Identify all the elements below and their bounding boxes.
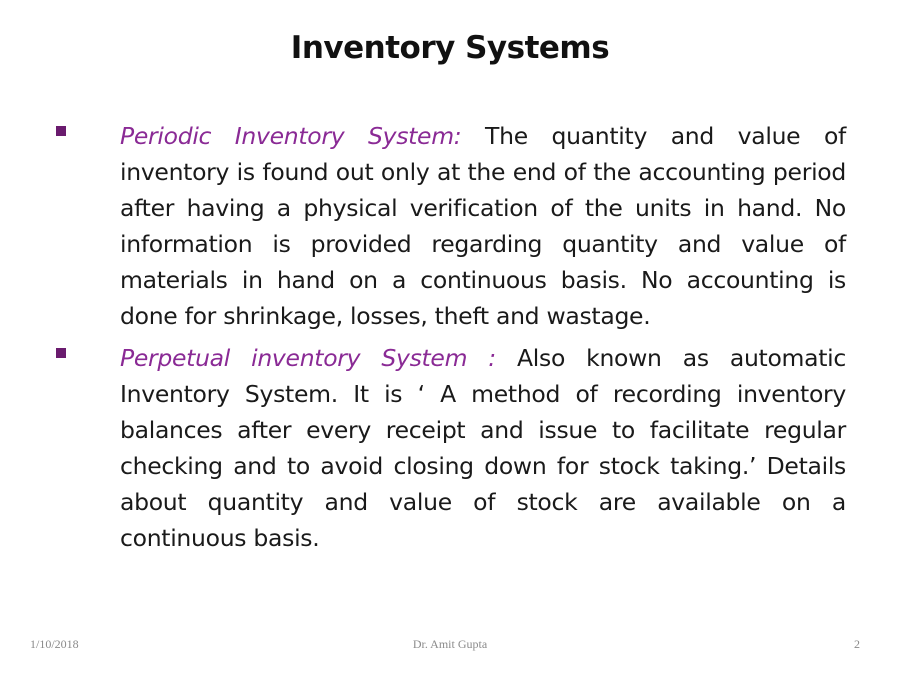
bullet-item-perpetual	[0, 340, 900, 556]
bullet-body: The quantity and value of inventory is found out only at the end of the accounting period after having a physical verification of the units in hand. No information is provided regarding quantity and value of materials in hand on a continuous basis. No accounting is done for shrinkage, losses, theft and wastage.	[120, 122, 846, 330]
bullet-text	[120, 118, 846, 334]
square-bullet-icon	[56, 348, 66, 358]
bullet-term: Periodic Inventory System:	[120, 122, 462, 150]
bullet-text	[120, 340, 846, 556]
bullet-term: Perpetual inventory System :	[120, 344, 496, 372]
slide-title: Inventory Systems	[290, 30, 610, 66]
footer-date: 1/10/2018	[30, 637, 79, 651]
bullet-item-periodic	[0, 118, 900, 334]
bullet-body: Also known as automatic Inventory System. It is ‘ A method of recording inventory balances after every receipt and issue to facilitate regular checking and to avoid closing down for stock taking.’ Details about quantity and value of stock are available on a continuous basis.	[120, 344, 847, 552]
square-bullet-icon	[56, 126, 66, 136]
bullet-list	[0, 118, 900, 562]
footer-page-number: 2	[854, 637, 860, 651]
footer-author: Dr. Amit Gupta	[412, 637, 488, 651]
